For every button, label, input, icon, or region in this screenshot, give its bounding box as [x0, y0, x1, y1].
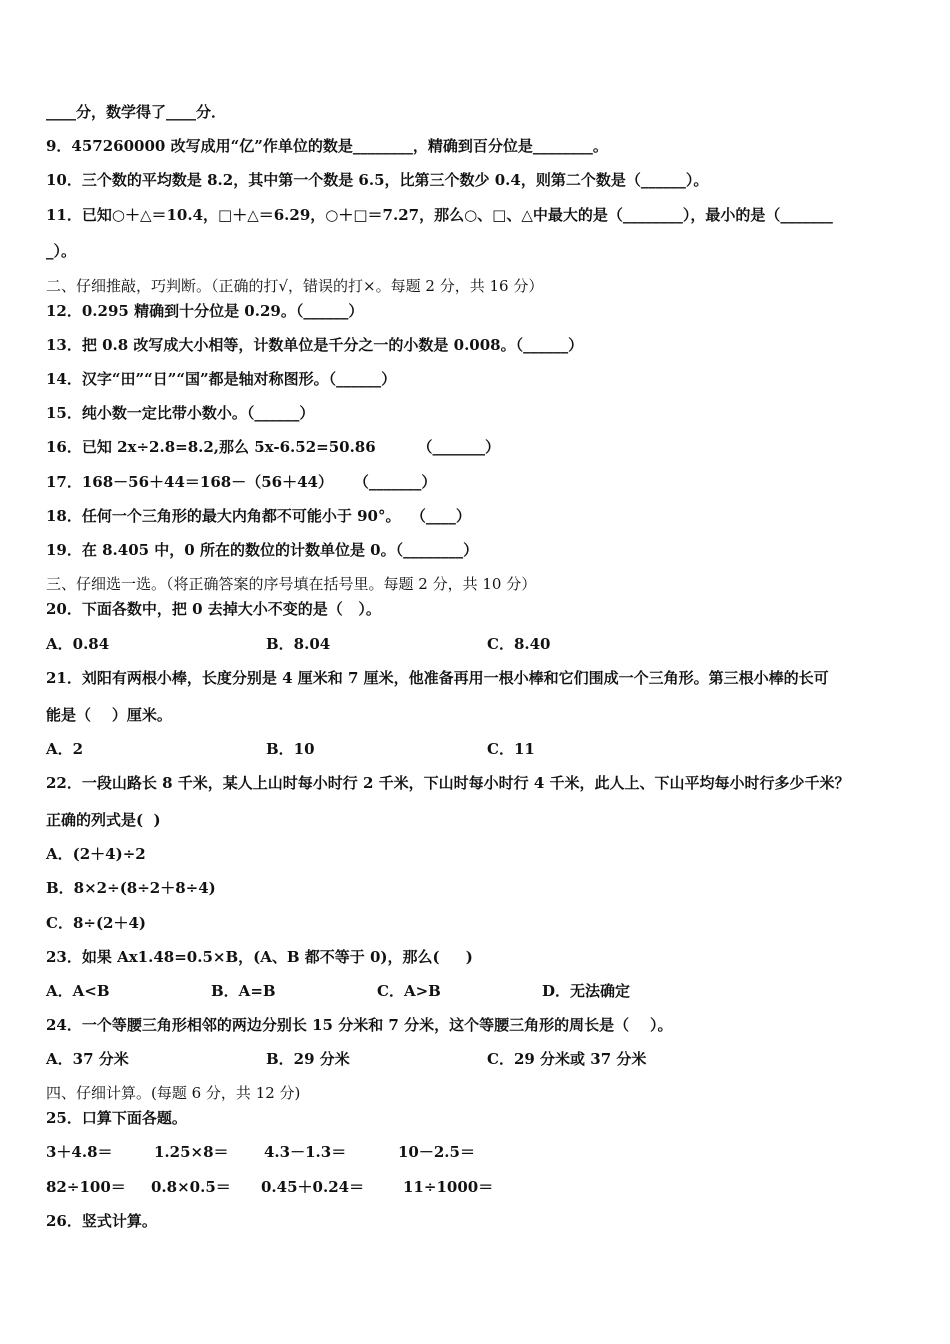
calc-r1-1: 3＋4.8＝ — [46, 1143, 113, 1161]
section-4-heading: 四、仔细计算。(每题 6 分，共 12 分) — [46, 1084, 301, 1102]
question-16: 16．已知 2x÷2.8=8.2,那么 5x-6.52=50.86 （_______） — [46, 438, 500, 456]
q8-continuation: ____分，数学得了____分． — [46, 103, 227, 121]
q24-option-b: B．29 分米 — [266, 1050, 350, 1068]
q24-option-c: C．29 分米或 37 分米 — [487, 1050, 647, 1068]
question-11: 11．已知○＋△＝10.4，□＋△＝6.29，○＋□＝7.27，那么○、□、△中最大的是（________），最小的是（_______ — [46, 206, 833, 224]
question-15: 15．纯小数一定比带小数小。（______） — [46, 404, 315, 422]
calc-r2-3: 0.45＋0.24＝ — [261, 1178, 365, 1196]
q20-option-b: B．8.04 — [266, 635, 331, 653]
question-12: 12．0.295 精确到十分位是 0.29。（______） — [46, 302, 364, 320]
question-14: 14．汉字“田”“日”“国”都是轴对称图形。（______） — [46, 370, 397, 388]
q23-option-c: C．A>B — [377, 982, 441, 1000]
question-21-continuation: 能是（ ）厘米。 — [46, 706, 172, 724]
section-3-heading: 三、仔细选一选。（将正确答案的序号填在括号里。每题 2 分，共 10 分） — [46, 575, 537, 593]
q23-option-d: D．无法确定 — [542, 982, 631, 1000]
question-25: 25．口算下面各题。 — [46, 1109, 187, 1127]
calc-r2-1: 82÷100＝ — [46, 1178, 126, 1196]
q23-option-a: A．A<B — [46, 982, 110, 1000]
question-20: 20．下面各数中，把 0 去掉大小不变的是（ ）。 — [46, 600, 381, 618]
calc-r1-4: 10－2.5＝ — [398, 1143, 475, 1161]
q20-option-c: C．8.40 — [487, 635, 551, 653]
q21-option-b: B．10 — [266, 740, 315, 758]
question-23: 23．如果 Ax1.48=0.5×B，(A、B 都不等于 0)，那么( ) — [46, 948, 473, 966]
calc-r1-2: 1.25×8＝ — [154, 1143, 229, 1161]
q23-option-b: B．A=B — [211, 982, 276, 1000]
q22-option-c: C．8÷(2＋4) — [46, 914, 147, 932]
section-2-heading: 二、仔细推敲，巧判断。（正确的打√，错误的打×。每题 2 分，共 16 分） — [46, 277, 544, 295]
question-13: 13．把 0.8 改写成大小相等，计数单位是千分之一的小数是 0.008。（______） — [46, 336, 584, 354]
question-17: 17．168－56＋44＝168－（56＋44） （_______） — [46, 473, 437, 491]
question-24: 24．一个等腰三角形相邻的两边分别长 15 分米和 7 分米，这个等腰三角形的周长是（ ）。 — [46, 1016, 673, 1034]
q22-option-a: A．(2＋4)÷2 — [46, 845, 146, 863]
q20-option-a: A．0.84 — [46, 635, 110, 653]
q21-option-c: C．11 — [487, 740, 535, 758]
question-9: 9．457260000 改写成用“亿”作单位的数是________，精确到百分位是________。 — [46, 137, 608, 155]
question-18: 18．任何一个三角形的最大内角都不可能小于 90°。 （____） — [46, 507, 471, 525]
question-19: 19．在 8.405 中，0 所在的数位的计数单位是 0。（________） — [46, 541, 479, 559]
calc-r1-3: 4.3－1.3＝ — [264, 1143, 347, 1161]
question-22-continuation: 正确的列式是( ) — [46, 811, 161, 829]
q21-option-a: A．2 — [46, 740, 84, 758]
question-21: 21．刘阳有两根小棒，长度分别是 4 厘米和 7 厘米，他准备再用一根小棒和它们围成一个三角形。第三根小棒的长可 — [46, 669, 829, 687]
question-22: 22．一段山路长 8 千米，某人上山时每小时行 2 千米，下山时每小时行 4 千米，此人上、下山平均每小时行多少千米？ — [46, 774, 850, 792]
calc-r2-4: 11÷1000＝ — [403, 1178, 494, 1196]
q24-option-a: A．37 分米 — [46, 1050, 129, 1068]
question-26: 26．竖式计算。 — [46, 1212, 157, 1230]
question-10: 10．三个数的平均数是 8.2，其中第一个数是 6.5，比第三个数少 0.4，则第二个数是（______）。 — [46, 171, 709, 189]
question-11-continuation: _）。 — [46, 242, 77, 260]
q22-option-b: B．8×2÷(8÷2＋8÷4) — [46, 879, 216, 897]
calc-r2-2: 0.8×0.5＝ — [151, 1178, 231, 1196]
